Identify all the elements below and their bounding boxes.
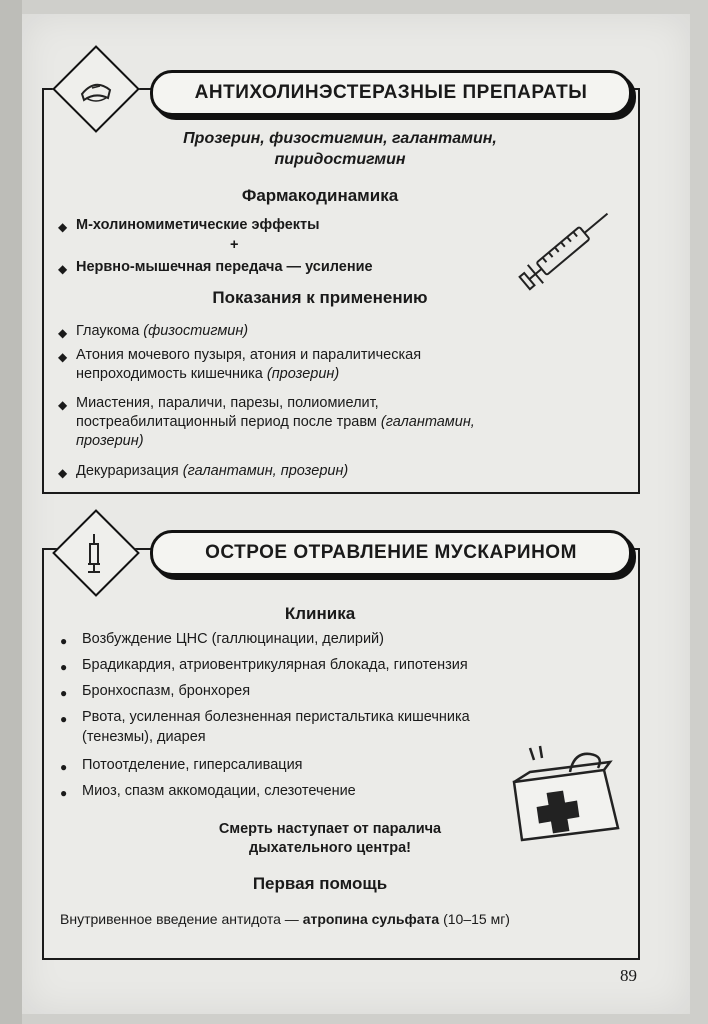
indication-3-line1: Миастения, параличи, парезы, полиомиелит, bbox=[76, 395, 379, 411]
indication-1 bbox=[76, 322, 248, 341]
plus-sign: + bbox=[230, 237, 239, 253]
pharm-item-1: М-холиномиметические эффекты bbox=[76, 217, 320, 233]
section-title-muscarine: ОСТРОЕ ОТРАВЛЕНИЕ МУСКАРИНОМ bbox=[150, 530, 632, 576]
section-title-anticholinesterase: АНТИХОЛИНЭСТЕРАЗНЫЕ ПРЕПАРАТЫ bbox=[150, 70, 632, 116]
first-aid-bag-illustration bbox=[500, 742, 630, 852]
diamond-bullet-icon: ◆ bbox=[58, 220, 68, 234]
round-bullet-icon: ● bbox=[60, 712, 68, 726]
drug-list-line2: пиридостигмин bbox=[274, 151, 406, 168]
antidote-dose: (10–15 мг) bbox=[439, 911, 510, 927]
page-number: 89 bbox=[620, 966, 637, 985]
indication-4-note: (галантамин, прозерин) bbox=[182, 463, 349, 479]
indications-heading: Показания к применению bbox=[212, 288, 428, 307]
pharmacodynamics-heading: Фармакодинамика bbox=[241, 186, 399, 205]
indication-2 bbox=[76, 346, 421, 384]
firstaid-heading: Первая помощь bbox=[252, 874, 388, 893]
indication-1-text: Глаукома bbox=[76, 323, 144, 339]
round-bullet-icon: ● bbox=[60, 686, 68, 700]
indication-3-line2: постреабилитационный период после травм bbox=[76, 414, 381, 430]
diamond-bullet-icon: ◆ bbox=[58, 398, 68, 412]
antidote-name: атропина сульфата bbox=[302, 911, 440, 927]
round-bullet-icon: ● bbox=[60, 786, 68, 800]
indication-2-note: (прозерин) bbox=[266, 366, 340, 382]
indication-4-text: Декураризация bbox=[76, 463, 183, 479]
firstaid-text bbox=[60, 910, 630, 929]
indication-2-line2: непроходимость кишечника bbox=[76, 366, 267, 382]
clinic-item-6: Миоз, спазм аккомодации, слезотечение bbox=[82, 783, 356, 799]
clinic-item-4-cont: (тенезмы), диарея bbox=[82, 729, 206, 745]
round-bullet-icon: ● bbox=[60, 760, 68, 774]
book-spine bbox=[0, 0, 22, 1024]
diamond-bullet-icon: ◆ bbox=[58, 350, 68, 364]
diamond-bullet-icon: ◆ bbox=[58, 262, 68, 276]
clinic-item-4: Рвота, усиленная болезненная перистальтика кишечника bbox=[82, 709, 470, 725]
clinic-item-5: Потоотделение, гиперсаливация bbox=[82, 757, 303, 773]
clinic-item-1: Возбуждение ЦНС (галлюцинации, делирий) bbox=[82, 631, 384, 647]
death-warning-line2: дыхательного центра! bbox=[249, 840, 411, 856]
death-warning-line1: Смерть наступает от паралича bbox=[218, 821, 442, 837]
syringe-illustration bbox=[512, 196, 632, 296]
diamond-bullet-icon: ◆ bbox=[58, 466, 68, 480]
firstaid-pre: Внутривенное введение антидота — bbox=[60, 911, 303, 927]
nurse-cap-icon bbox=[70, 64, 120, 114]
diamond-bullet-icon: ◆ bbox=[58, 326, 68, 340]
round-bullet-icon: ● bbox=[60, 634, 68, 648]
drug-list bbox=[60, 128, 620, 170]
death-warning bbox=[150, 820, 510, 858]
clinic-heading: Клиника bbox=[284, 604, 356, 623]
indication-1-note: (физостигмин) bbox=[143, 323, 249, 339]
clinic-item-2: Брадикардия, атриовентрикулярная блокада, гипотензия bbox=[82, 657, 468, 673]
indication-2-line1: Атония мочевого пузыря, атония и паралитическая bbox=[76, 347, 422, 363]
indication-3 bbox=[76, 394, 616, 451]
indication-4 bbox=[76, 462, 348, 481]
indication-3-note1: (галантамин, bbox=[380, 414, 475, 430]
syringe-icon bbox=[70, 528, 120, 578]
pharm-item-2: Нервно-мышечная передача — усиление bbox=[76, 259, 373, 275]
indication-3-note2: прозерин) bbox=[76, 433, 144, 449]
clinic-item-3: Бронхоспазм, бронхорея bbox=[82, 683, 251, 699]
drug-list-line1: Прозерин, физостигмин, галантамин, bbox=[183, 130, 497, 147]
round-bullet-icon: ● bbox=[60, 660, 68, 674]
